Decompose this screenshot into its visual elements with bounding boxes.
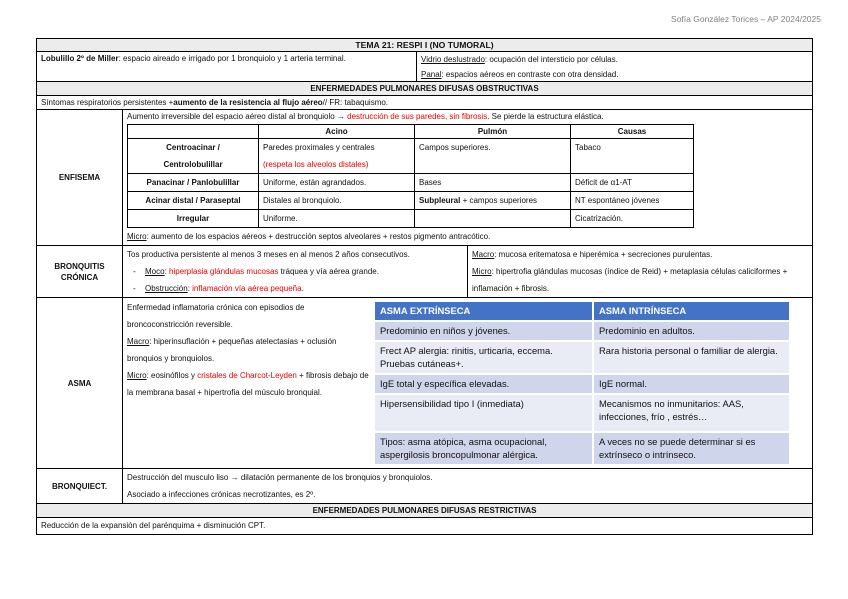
bronquitis-line1: Tos productiva persistente al menos 3 meses en al menos 2 años consecutivos. xyxy=(127,250,410,259)
panal-def: : espacios aéreos en contraste con otra densidad. xyxy=(441,70,619,79)
notes-page xyxy=(36,38,813,535)
list-item: - Moco: hiperplasia glándulas mucosas tráquea y vía aérea grande. xyxy=(145,263,463,280)
enfisema-intro-red: destrucción de sus paredes, sin fibrosis xyxy=(347,112,488,121)
table-row xyxy=(375,322,789,342)
moco-b: tráquea y vía aérea grande. xyxy=(278,267,379,276)
moco-red: hiperplasia glándulas mucosas xyxy=(169,267,279,276)
bronquitis-right xyxy=(468,246,808,297)
asma-micro-a: : eosinófilos y xyxy=(146,371,198,380)
vidrio-panal-box xyxy=(417,52,812,81)
asma-table-wrap xyxy=(373,298,812,468)
table-row xyxy=(375,375,789,395)
sintomas-a: Síntomas respiratorios persistentes + xyxy=(41,98,174,107)
enfisema-intro xyxy=(127,110,808,124)
bronquitis-micro-label: Micro xyxy=(472,267,492,276)
list-item: - Obstrucción: inflamación vía aérea pequeña. xyxy=(145,280,463,297)
vidrio-def: : ocupación del intersticio por células. xyxy=(484,55,618,64)
bronquiect-line2: Asociado a infecciones crónicas necrotizantes, es 2º. xyxy=(127,490,316,499)
asma-table xyxy=(375,302,789,466)
asma-cell: Predominio en adultos. xyxy=(592,322,789,342)
enfisema-pulmon: Bases xyxy=(415,174,571,192)
bronquitis-label: BRONQUITIS CRÓNICA xyxy=(37,246,123,297)
enfisema-causas: Cicatrización. xyxy=(571,210,694,228)
enfisema-micro-label: Micro xyxy=(127,232,147,241)
asma-cell: IgE normal. xyxy=(592,375,789,395)
bronquitis-content xyxy=(123,246,812,297)
asma-row xyxy=(36,298,813,469)
asma-cell: A veces no se puede determinar si es extrínseco o intrínseco. xyxy=(592,433,789,466)
asma-micro-b: + fibrosis debajo de la membrana basal + hipertrofia del músculo bronquial. xyxy=(127,371,369,397)
asma-cell: Predominio en niños y jóvenes. xyxy=(375,322,592,342)
restrictivas-line: Reducción de la expansión del parénquima + disminución CPT. xyxy=(36,518,813,535)
enfisema-type: Centroacinar / Centrolobulillar xyxy=(128,139,259,174)
bronquitis-list xyxy=(127,263,463,297)
enfisema-pulmon xyxy=(415,192,571,210)
enfisema-intro-b: . Se pierde la estructura elástica. xyxy=(487,112,604,121)
enfisema-causas: Déficit de α1-AT xyxy=(571,174,694,192)
enfisema-type: Panacinar / Panlobulillar xyxy=(128,174,259,192)
asma-cell: Rara historia personal o familiar de alergia. xyxy=(592,342,789,375)
enfisema-micro xyxy=(127,228,808,245)
miller-row xyxy=(36,52,813,82)
table-row xyxy=(128,174,694,192)
enfisema-th-causas: Causas xyxy=(571,125,694,139)
asma-th-intrinseca: ASMA INTRÍNSECA xyxy=(592,302,789,322)
asma-cell: IgE total y específica elevadas. xyxy=(375,375,592,395)
obstructivas-heading: ENFERMEDADES PULMONARES DIFUSAS OBSTRUCTIVAS xyxy=(36,82,813,96)
asma-micro-red: cristales de Charcot-Leyden xyxy=(197,371,297,380)
enfisema-content xyxy=(123,110,812,245)
obs-red: inflamación vía aérea pequeña xyxy=(192,284,302,293)
bronquiect-row xyxy=(36,469,813,504)
asma-intro: Enfermedad inflamatoria crónica con episodios de broncoconstricción reversible. xyxy=(127,303,305,329)
enfisema-row xyxy=(36,110,813,246)
table-row xyxy=(375,395,789,433)
enfisema-acino-red: (respeta los alveolos distales) xyxy=(263,160,369,169)
bronquitis-left xyxy=(127,246,468,297)
bronquitis-macro-label: Macro xyxy=(472,250,495,259)
enfisema-type: Irregular xyxy=(128,210,259,228)
asma-cell: Tipos: asma atópica, asma ocupacional, aspergilosis broncopulmonar alérgica. xyxy=(375,433,592,466)
asma-description xyxy=(123,298,373,468)
enfisema-causas: Tabaco xyxy=(571,139,694,174)
asma-macro-label: Macro xyxy=(127,337,150,346)
miller-def: : espacio aireado e irrigado por 1 bronquiolo y 1 arteria terminal. xyxy=(118,54,346,63)
asma-cell: Frect AP alergia: rinitis, urticaria, eccema. Pruebas cutáneas+. xyxy=(375,342,592,375)
panal-term: Panal xyxy=(421,70,442,79)
table-row xyxy=(128,139,694,174)
asma-th-extrinseca: ASMA EXTRÍNSECA xyxy=(375,302,592,322)
enfisema-acino: Uniforme, están agrandados. xyxy=(259,174,415,192)
bronquiect-content xyxy=(123,469,812,503)
enfisema-acino xyxy=(259,139,415,174)
enfisema-table xyxy=(127,124,694,228)
enfisema-causas: NT espontáneo jóvenes xyxy=(571,192,694,210)
sintomas-c: // FR: tabaquismo. xyxy=(322,98,389,107)
bronquitis-micro-text: : hipertrofia glándulas mucosas (índice de Reid) + metaplasia células caliciformes + inflamación + fibrosis. xyxy=(472,267,788,293)
asma-table-header xyxy=(375,302,789,322)
asma-cell: Hipersensibilidad tipo I (inmediata) xyxy=(375,395,592,433)
enfisema-type: Acinar distal / Paraseptal xyxy=(128,192,259,210)
enfisema-pulmon-text: + campos superiores xyxy=(460,196,538,205)
enfisema-th-pulmon: Pulmón xyxy=(415,125,571,139)
enfisema-pulmon: Campos superiores. xyxy=(415,139,571,174)
bronquiect-label: BRONQUIECT. xyxy=(37,469,123,503)
miller-definition xyxy=(37,52,417,81)
bronquitis-row xyxy=(36,246,813,298)
bronquiect-line1: Destrucción del musculo liso → dilatación permanente de los bronquios y bronquiolos. xyxy=(127,473,433,482)
author-header: Sofía González Torices – AP 2024/2025 xyxy=(671,14,821,24)
enfisema-th-0 xyxy=(128,125,259,139)
enfisema-acino: Distales al bronquiolo. xyxy=(259,192,415,210)
asma-macro-text: : hiperinsuflación + pequeñas atelectasias + oclusión bronquios y bronquiolos. xyxy=(127,337,337,363)
table-row xyxy=(128,192,694,210)
table-row xyxy=(375,433,789,466)
sintomas-b: aumento de la resistencia al flujo aéreo xyxy=(173,98,323,107)
asma-label: ASMA xyxy=(37,298,123,468)
enfisema-intro-a: Aumento irreversible del espacio aéreo distal al bronquiolo → xyxy=(127,112,348,121)
enfisema-micro-text: : aumento de los espacios aéreos + destrucción septos alveolares + restos pigmento antracótico. xyxy=(146,232,491,241)
restrictivas-heading: ENFERMEDADES PULMONARES DIFUSAS RESTRICTIVAS xyxy=(36,504,813,518)
obstructivas-sintomas xyxy=(36,96,813,110)
enfisema-acino: Uniforme. xyxy=(259,210,415,228)
moco-label: Moco xyxy=(145,267,165,276)
enfisema-acino-text: Paredes proximales y centrales xyxy=(263,143,375,152)
table-row xyxy=(128,210,694,228)
page-title: TEMA 21: RESPI I (NO TUMORAL) xyxy=(36,38,813,52)
table-row xyxy=(375,342,789,375)
enfisema-label: ENFISEMA xyxy=(37,110,123,245)
bronquitis-macro-text: : mucosa eritematosa e hiperémica + secreciones purulentas. xyxy=(494,250,713,259)
obs-label: Obstrucción xyxy=(145,284,188,293)
enfisema-th-acino: Acino xyxy=(259,125,415,139)
asma-micro-label: Micro xyxy=(127,371,147,380)
vidrio-term: Vidrio deslustrado xyxy=(421,55,485,64)
enfisema-pulmon-bold: Subpleural xyxy=(419,196,461,205)
enfisema-table-header xyxy=(128,125,694,139)
asma-cell: Mecanismos no inmunitarios: AAS, infecciones, frío , estrés… xyxy=(592,395,789,433)
miller-term: Lobulillo 2º de Miller xyxy=(41,54,119,63)
enfisema-pulmon xyxy=(415,210,571,228)
